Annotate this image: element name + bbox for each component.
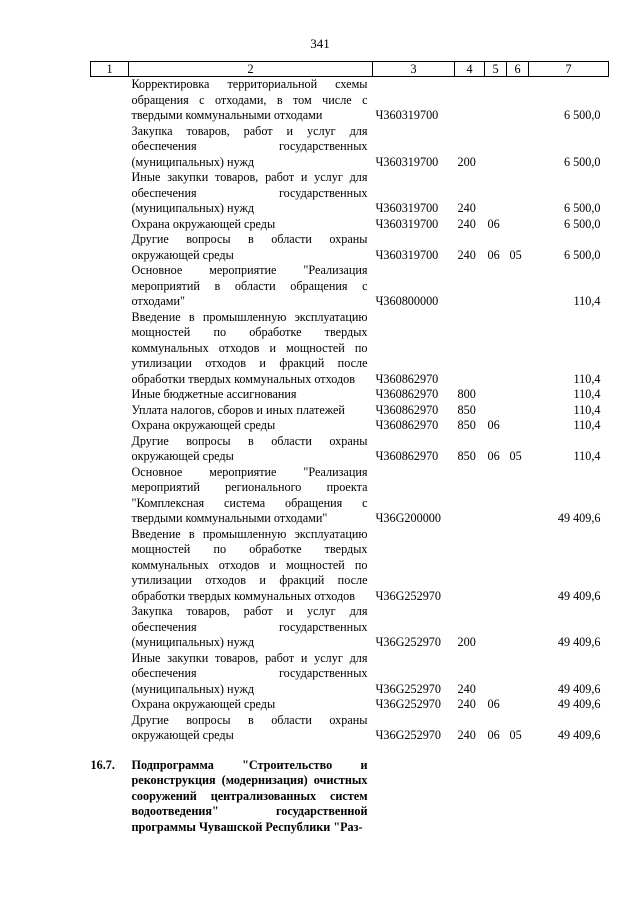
row-expense-type [455,310,485,388]
row-name: Другие вопросы в области охраны окружающей среды [131,232,368,262]
header-row [91,62,609,77]
row-amount: 49 409,6 [557,635,601,649]
table-row [91,403,609,419]
table-row [91,604,609,651]
row-section [485,651,507,698]
table-body [91,77,609,836]
row-expense-type: 240 [457,247,476,262]
row-name: Охрана окружающей среды [131,418,276,432]
table-row [91,77,609,124]
table-section-row [91,744,609,836]
table-row [91,263,609,310]
row-amount: 6 500,0 [563,201,601,215]
table-row [91,434,609,465]
row-amount: 49 409,6 [557,681,601,696]
row-target-article: Ч360862970 [375,387,439,401]
row-number [91,697,129,713]
row-target-article: Ч36G252970 [375,588,441,603]
row-name: Корректировка территориальной схемы обращения с отходами, в том числе с твердыми коммунальными отходами [131,77,368,122]
row-amount: 49 409,6 [557,588,601,603]
row-name: Основное мероприятие "Реализация мероприятий в области обращения с отходами" [131,263,368,308]
row-number [91,170,129,217]
row-name: Введение в промышленную эксплуатацию мощностей по обработке твердых коммунальных отходов и мощностей по утилизации отходов и фракций после обработки твердых коммунальных отходов [131,309,368,386]
row-subsection [507,387,529,403]
table-row [91,651,609,698]
row-subsection: 05 [509,728,522,742]
row-name: Основное мероприятие "Реализация мероприятий регионального проекта "Комплексная система обращения с твердыми коммунальными отходами" [131,464,368,525]
table-header [91,62,609,77]
row-subsection [507,418,529,434]
table-row [91,124,609,171]
row-amount [529,744,609,836]
row-expense-type: 240 [457,216,476,231]
header-cell: 4 [455,62,485,77]
row-target-article: Ч360862970 [375,402,439,417]
row-section [485,310,507,388]
header-cell: 2 [129,62,373,77]
row-target-article: Ч360319700 [375,201,439,215]
row-subsection [507,527,529,605]
row-expense-type [455,527,485,605]
row-target-article: Ч36G252970 [375,697,441,711]
row-number [91,604,129,651]
header-cell: 3 [373,62,455,77]
row-name: Охрана окружающей среды [131,697,276,711]
row-subsection [507,403,529,419]
table-row [91,418,609,434]
row-expense-type [455,465,485,527]
row-expense-type [455,744,485,836]
row-subsection [507,263,529,310]
row-subsection [507,651,529,698]
row-name: Другие вопросы в области охраны окружающей среды [131,712,368,742]
table-row [91,713,609,744]
row-section: 06 [487,418,500,432]
row-section [485,604,507,651]
row-expense-type: 200 [457,635,476,649]
row-name: Закупка товаров, работ и услуг для обеспечения государственных (муниципальных) нужд [131,604,368,649]
row-section [485,263,507,310]
row-expense-type: 850 [457,418,476,432]
header-cell: 7 [529,62,609,77]
row-number [91,651,129,698]
row-subsection [507,217,529,233]
row-amount: 49 409,6 [557,728,601,742]
row-section [485,170,507,217]
row-target-article: Ч360862970 [375,418,439,432]
row-amount: 49 409,6 [557,697,601,711]
row-expense-type: 240 [457,201,476,215]
row-target-article: Ч36G252970 [375,728,441,742]
header-cell: 5 [485,62,507,77]
row-amount: 110,4 [573,371,601,386]
row-amount: 110,4 [573,294,601,308]
row-target-article: Ч36G252970 [375,681,441,696]
row-amount: 110,4 [573,449,601,463]
row-amount: 110,4 [573,418,601,432]
row-target-article: Ч360862970 [375,449,439,463]
row-subsection: 05 [509,449,522,463]
row-section [485,527,507,605]
row-expense-type [455,77,485,124]
row-expense-type: 850 [457,402,476,417]
table-row [91,232,609,263]
row-number [91,387,129,403]
row-subsection [507,604,529,651]
row-name: Другие вопросы в области охраны окружающей среды [131,433,368,463]
row-expense-type: 800 [457,387,476,401]
row-expense-type: 240 [457,728,476,742]
row-name: Охрана окружающей среды [131,216,276,231]
row-number [91,77,129,124]
row-subsection [507,310,529,388]
row-expense-type: 240 [457,681,476,696]
row-section: 06 [487,697,500,711]
row-name: Подпрограмма "Строительство и реконструкция (модернизация) очистных сооружений централизованных систем водоотведения" государственной программы Чувашской Республики "Раз- [131,757,368,834]
row-amount: 49 409,6 [557,511,601,525]
row-section [485,744,507,836]
row-subsection [507,744,529,836]
row-number [91,434,129,465]
row-section: 06 [487,247,500,262]
row-expense-type: 200 [457,154,476,169]
row-number [91,403,129,419]
row-number [91,465,129,527]
row-subsection [507,124,529,171]
row-number [91,217,129,233]
row-target-article: Ч360319700 [375,247,439,262]
row-target-article: Ч360319700 [375,154,439,169]
row-section [485,124,507,171]
header-cell: 1 [91,62,129,77]
row-amount: 110,4 [573,402,601,417]
row-subsection [507,77,529,124]
row-target-article: Ч36G252970 [375,635,441,649]
row-section: 06 [487,449,500,463]
row-section [485,403,507,419]
row-number: 16.7. [90,757,115,772]
row-amount: 6 500,0 [563,247,601,262]
row-amount: 6 500,0 [563,154,601,169]
row-target-article: Ч360319700 [375,216,439,231]
row-section: 06 [487,728,500,742]
row-section [485,465,507,527]
table-row [91,310,609,388]
row-target-article: Ч360800000 [375,294,439,308]
header-cell: 6 [507,62,529,77]
row-name: Уплата налогов, сборов и иных платежей [131,402,345,417]
row-expense-type: 850 [457,449,476,463]
table-row [91,697,609,713]
row-section [485,77,507,124]
row-expense-type: 240 [457,697,476,711]
row-name: Иные закупки товаров, работ и услуг для обеспечения государственных (муниципальных) нужд [131,170,368,215]
row-target-article [373,744,455,836]
table-row [91,527,609,605]
table-row [91,465,609,527]
page-number: 341 [310,36,330,51]
row-name: Иные закупки товаров, работ и услуг для обеспечения государственных (муниципальных) нужд [131,650,368,696]
row-number [91,310,129,388]
row-section: 06 [487,216,500,231]
row-target-article: Ч360319700 [375,108,439,122]
row-number [91,418,129,434]
row-number [91,124,129,171]
row-amount: 110,4 [573,387,601,401]
table-row [91,217,609,233]
row-name: Закупка товаров, работ и услуг для обеспечения государственных (муниципальных) нужд [131,123,368,169]
row-subsection: 05 [509,247,522,262]
row-name: Введение в промышленную эксплуатацию мощностей по обработке твердых коммунальных отходов и мощностей по утилизации отходов и фракций после обработки твердых коммунальных отходов [131,526,368,603]
row-subsection [507,170,529,217]
row-subsection [507,465,529,527]
row-target-article: Ч360862970 [375,371,439,386]
row-number [91,713,129,744]
row-number [91,263,129,310]
row-name: Иные бюджетные ассигнования [131,387,297,401]
row-expense-type [455,263,485,310]
row-section [485,387,507,403]
row-amount: 6 500,0 [563,216,601,231]
table-row [91,387,609,403]
budget-table [90,61,609,835]
row-subsection [507,697,529,713]
row-number [91,527,129,605]
row-target-article: Ч36G200000 [375,511,441,525]
row-number [91,232,129,263]
table-row [91,170,609,217]
row-amount: 6 500,0 [563,108,601,122]
